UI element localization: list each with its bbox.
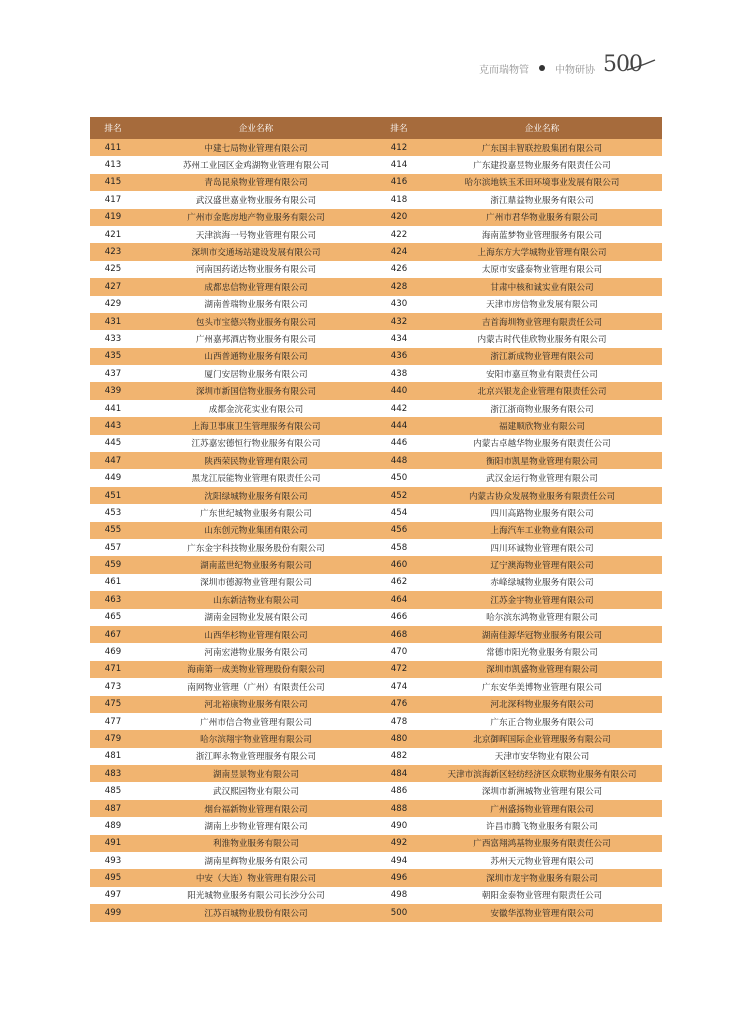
company-cell: 广东安华美博物业管理有限公司 bbox=[422, 678, 662, 695]
table-row bbox=[90, 852, 662, 869]
rank-cell: 480 bbox=[376, 730, 422, 747]
company-cell: 山东新洁物业有限公司 bbox=[136, 591, 376, 608]
rank-cell: 422 bbox=[376, 226, 422, 243]
company-cell: 河北深科物业服务有限公司 bbox=[422, 696, 662, 713]
company-cell: 安徽华泓物业管理有限公司 bbox=[422, 904, 662, 921]
company-cell: 天津市房信物业发展有限公司 bbox=[422, 296, 662, 313]
rank-cell: 429 bbox=[90, 296, 136, 313]
company-cell: 成都金浣花实业有限公司 bbox=[136, 400, 376, 417]
table-row bbox=[90, 887, 662, 904]
rank-cell: 483 bbox=[90, 765, 136, 782]
table-header-row bbox=[90, 117, 662, 139]
rank-cell: 465 bbox=[90, 609, 136, 626]
company-cell: 海南第一成美物业管理股份有限公司 bbox=[136, 661, 376, 678]
company-cell: 赤峰绿城物业服务有限公司 bbox=[422, 574, 662, 591]
rank-cell: 415 bbox=[90, 174, 136, 191]
rank-cell: 458 bbox=[376, 539, 422, 556]
company-cell: 广州市信合物业管理有限公司 bbox=[136, 713, 376, 730]
rank-cell: 425 bbox=[90, 261, 136, 278]
company-cell: 成都忠信物业管理有限公司 bbox=[136, 278, 376, 295]
company-cell: 湖南蓝世纪物业服务有限公司 bbox=[136, 556, 376, 573]
rank-cell: 447 bbox=[90, 452, 136, 469]
rank-cell: 416 bbox=[376, 174, 422, 191]
company-cell: 哈尔滨东鸿物业管理有限公司 bbox=[422, 609, 662, 626]
rank-cell: 442 bbox=[376, 400, 422, 417]
rank-cell: 435 bbox=[90, 348, 136, 365]
rank-cell: 419 bbox=[90, 209, 136, 226]
company-cell: 湖南佳源华冠物业服务有限公司 bbox=[422, 626, 662, 643]
rank-cell: 485 bbox=[90, 782, 136, 799]
company-cell: 南网物业管理（广州）有限责任公司 bbox=[136, 678, 376, 695]
company-cell: 北京兴银龙企业管理有限责任公司 bbox=[422, 382, 662, 399]
table-row bbox=[90, 591, 662, 608]
company-cell: 深圳市新洲城物业管理有限公司 bbox=[422, 782, 662, 799]
company-cell: 黑龙江辰能物业管理有限责任公司 bbox=[136, 469, 376, 486]
table-row bbox=[90, 522, 662, 539]
rank-cell: 455 bbox=[90, 522, 136, 539]
company-cell: 浙江鼎益物业服务有限公司 bbox=[422, 191, 662, 208]
company-cell: 安阳市嘉亘物业有限责任公司 bbox=[422, 365, 662, 382]
company-cell: 吉首海圳物业管理有限责任公司 bbox=[422, 313, 662, 330]
rank-cell: 476 bbox=[376, 696, 422, 713]
rank-cell: 461 bbox=[90, 574, 136, 591]
rank-cell: 424 bbox=[376, 243, 422, 260]
table-row bbox=[90, 748, 662, 765]
separator-dot-icon bbox=[539, 65, 545, 71]
company-cell: 天津市滨海新区轻纺经济区众联物业服务有限公司 bbox=[422, 765, 662, 782]
company-cell: 哈尔滨翔宇物业管理有限公司 bbox=[136, 730, 376, 747]
company-cell: 内蒙古时代佳欣物业服务有限公司 bbox=[422, 330, 662, 347]
company-cell: 深圳市德源物业管理有限公司 bbox=[136, 574, 376, 591]
company-cell: 甘肃中核和诚实业有限公司 bbox=[422, 278, 662, 295]
company-cell: 深圳市新国信物业服务有限公司 bbox=[136, 382, 376, 399]
rank-cell: 440 bbox=[376, 382, 422, 399]
table-row bbox=[90, 574, 662, 591]
company-cell: 山东创元物业集团有限公司 bbox=[136, 522, 376, 539]
company-cell: 衡阳市凯星物业管理有限公司 bbox=[422, 452, 662, 469]
rank-cell: 471 bbox=[90, 661, 136, 678]
rank-cell: 441 bbox=[90, 400, 136, 417]
company-cell: 武汉盛世嘉业物业服务有限公司 bbox=[136, 191, 376, 208]
rank-cell: 411 bbox=[90, 139, 136, 156]
rank-cell: 443 bbox=[90, 417, 136, 434]
rank-cell: 420 bbox=[376, 209, 422, 226]
company-cell: 上海卫事康卫生管理服务有限公司 bbox=[136, 417, 376, 434]
table-row bbox=[90, 156, 662, 173]
company-cell: 广东世纪城物业服务有限公司 bbox=[136, 504, 376, 521]
table-row bbox=[90, 296, 662, 313]
company-cell: 烟台福新物业管理有限公司 bbox=[136, 800, 376, 817]
rank-cell: 486 bbox=[376, 782, 422, 799]
header-company-right: 企业名称 bbox=[422, 117, 662, 139]
rank-cell: 427 bbox=[90, 278, 136, 295]
company-cell: 深圳市龙宇物业服务有限公司 bbox=[422, 869, 662, 886]
rank-cell: 474 bbox=[376, 678, 422, 695]
header-rank-left: 排名 bbox=[90, 117, 136, 139]
rank-cell: 418 bbox=[376, 191, 422, 208]
company-cell: 内蒙古协众发展物业服务有限责任公司 bbox=[422, 487, 662, 504]
company-cell: 上海东方大学城物业管理有限公司 bbox=[422, 243, 662, 260]
rank-cell: 497 bbox=[90, 887, 136, 904]
table-row bbox=[90, 261, 662, 278]
table-row bbox=[90, 313, 662, 330]
rank-cell: 470 bbox=[376, 643, 422, 660]
rank-cell: 460 bbox=[376, 556, 422, 573]
rank-cell: 492 bbox=[376, 835, 422, 852]
rank-cell: 412 bbox=[376, 139, 422, 156]
table-row bbox=[90, 904, 662, 921]
table-row bbox=[90, 504, 662, 521]
rank-cell: 414 bbox=[376, 156, 422, 173]
table-row bbox=[90, 278, 662, 295]
company-cell: 广东正合物业服务有限公司 bbox=[422, 713, 662, 730]
company-cell: 广东建投嘉昱物业服务有限责任公司 bbox=[422, 156, 662, 173]
rank-cell: 421 bbox=[90, 226, 136, 243]
company-cell: 江苏百城物业股份有限公司 bbox=[136, 904, 376, 921]
rank-cell: 477 bbox=[90, 713, 136, 730]
table-row bbox=[90, 609, 662, 626]
rank-cell: 436 bbox=[376, 348, 422, 365]
table-row bbox=[90, 174, 662, 191]
rank-cell: 449 bbox=[90, 469, 136, 486]
table-row bbox=[90, 800, 662, 817]
table-row bbox=[90, 417, 662, 434]
company-cell: 湖南普瑞物业服务有限公司 bbox=[136, 296, 376, 313]
company-cell: 江苏嘉宏德恒行物业服务有限公司 bbox=[136, 435, 376, 452]
company-cell: 广州市君华物业服务有限公司 bbox=[422, 209, 662, 226]
table-row bbox=[90, 330, 662, 347]
rank-cell: 456 bbox=[376, 522, 422, 539]
rank-cell: 489 bbox=[90, 817, 136, 834]
rank-cell: 488 bbox=[376, 800, 422, 817]
company-cell: 广西富翔鸿基物业服务有限责任公司 bbox=[422, 835, 662, 852]
company-cell: 河南国药诺达物业服务有限公司 bbox=[136, 261, 376, 278]
company-cell: 天津市安华物业有限公司 bbox=[422, 748, 662, 765]
company-cell: 上海汽车工业物业有限公司 bbox=[422, 522, 662, 539]
rank-cell: 499 bbox=[90, 904, 136, 921]
header-right-text: 中物研协 bbox=[555, 64, 595, 76]
company-cell: 武汉金运行物业管理有限公司 bbox=[422, 469, 662, 486]
rank-cell: 496 bbox=[376, 869, 422, 886]
company-cell: 湖南星辉物业服务有限公司 bbox=[136, 852, 376, 869]
rank-cell: 472 bbox=[376, 661, 422, 678]
company-cell: 湖南昱景物业有限公司 bbox=[136, 765, 376, 782]
logo bbox=[603, 50, 657, 80]
table-row bbox=[90, 661, 662, 678]
table-row bbox=[90, 469, 662, 486]
rank-cell: 482 bbox=[376, 748, 422, 765]
rank-cell: 500 bbox=[376, 904, 422, 921]
table-row bbox=[90, 539, 662, 556]
header-left-text: 克而瑞物管 bbox=[479, 64, 529, 76]
rank-cell: 430 bbox=[376, 296, 422, 313]
company-cell: 陕西荣民物业管理有限公司 bbox=[136, 452, 376, 469]
table-row bbox=[90, 382, 662, 399]
rank-cell: 451 bbox=[90, 487, 136, 504]
rank-cell: 459 bbox=[90, 556, 136, 573]
company-cell: 包头市宝德兴物业服务有限公司 bbox=[136, 313, 376, 330]
table-row bbox=[90, 400, 662, 417]
table-row bbox=[90, 191, 662, 208]
rank-cell: 468 bbox=[376, 626, 422, 643]
table-row bbox=[90, 435, 662, 452]
company-cell: 利淮物业服务有限公司 bbox=[136, 835, 376, 852]
company-cell: 天津滨海一号物业管理有限公司 bbox=[136, 226, 376, 243]
table-row bbox=[90, 835, 662, 852]
rank-cell: 479 bbox=[90, 730, 136, 747]
company-cell: 沈阳绿城物业服务有限公司 bbox=[136, 487, 376, 504]
rank-cell: 438 bbox=[376, 365, 422, 382]
company-cell: 苏州天元物业管理有限公司 bbox=[422, 852, 662, 869]
rank-cell: 445 bbox=[90, 435, 136, 452]
rank-cell: 432 bbox=[376, 313, 422, 330]
company-cell: 湖南上步物业管理有限公司 bbox=[136, 817, 376, 834]
company-cell: 朝阳金泰物业管理有限责任公司 bbox=[422, 887, 662, 904]
company-cell: 广州嘉邦酒店物业服务有限公司 bbox=[136, 330, 376, 347]
rank-cell: 464 bbox=[376, 591, 422, 608]
rank-cell: 494 bbox=[376, 852, 422, 869]
rank-cell: 431 bbox=[90, 313, 136, 330]
table-row bbox=[90, 487, 662, 504]
rank-cell: 466 bbox=[376, 609, 422, 626]
company-cell: 武汉熙园物业有限公司 bbox=[136, 782, 376, 799]
company-cell: 江苏金宇物业管理有限公司 bbox=[422, 591, 662, 608]
company-cell: 哈尔滨地铁玉禾田环境事业发展有限公司 bbox=[422, 174, 662, 191]
rank-cell: 446 bbox=[376, 435, 422, 452]
ranking-table bbox=[90, 117, 662, 922]
table-row bbox=[90, 869, 662, 886]
company-cell: 河南宏港物业服务有限公司 bbox=[136, 643, 376, 660]
rank-cell: 428 bbox=[376, 278, 422, 295]
rank-cell: 423 bbox=[90, 243, 136, 260]
table-row bbox=[90, 678, 662, 695]
rank-cell: 484 bbox=[376, 765, 422, 782]
rank-cell: 469 bbox=[90, 643, 136, 660]
table-row bbox=[90, 348, 662, 365]
company-cell: 山西普通物业服务有限公司 bbox=[136, 348, 376, 365]
company-cell: 辽宁澳海物业管理有限公司 bbox=[422, 556, 662, 573]
table-row bbox=[90, 626, 662, 643]
company-cell: 中安（大连）物业管理有限公司 bbox=[136, 869, 376, 886]
rank-cell: 491 bbox=[90, 835, 136, 852]
rank-cell: 453 bbox=[90, 504, 136, 521]
rank-cell: 463 bbox=[90, 591, 136, 608]
logo-text: 500 bbox=[603, 52, 642, 77]
company-cell: 福建顺欣物业有限公司 bbox=[422, 417, 662, 434]
table-row bbox=[90, 209, 662, 226]
rank-cell: 495 bbox=[90, 869, 136, 886]
rank-cell: 475 bbox=[90, 696, 136, 713]
table-row bbox=[90, 765, 662, 782]
rank-cell: 478 bbox=[376, 713, 422, 730]
rank-cell: 493 bbox=[90, 852, 136, 869]
table-row bbox=[90, 139, 662, 156]
company-cell: 山西华杉物业管理有限公司 bbox=[136, 626, 376, 643]
rank-cell: 413 bbox=[90, 156, 136, 173]
company-cell: 太原市安盛泰物业管理有限公司 bbox=[422, 261, 662, 278]
rank-cell: 437 bbox=[90, 365, 136, 382]
rank-cell: 462 bbox=[376, 574, 422, 591]
table-row bbox=[90, 243, 662, 260]
company-cell: 浙江浙商物业服务有限公司 bbox=[422, 400, 662, 417]
company-cell: 河北裕康物业服务有限公司 bbox=[136, 696, 376, 713]
company-cell: 许昌市腾飞物业服务有限公司 bbox=[422, 817, 662, 834]
rank-cell: 417 bbox=[90, 191, 136, 208]
rank-cell: 452 bbox=[376, 487, 422, 504]
company-cell: 广东金宇科技物业服务股份有限公司 bbox=[136, 539, 376, 556]
rank-cell: 467 bbox=[90, 626, 136, 643]
rank-cell: 426 bbox=[376, 261, 422, 278]
company-cell: 内蒙古卓越华物业服务有限责任公司 bbox=[422, 435, 662, 452]
header-company-left: 企业名称 bbox=[136, 117, 376, 139]
table-row bbox=[90, 556, 662, 573]
table-row bbox=[90, 365, 662, 382]
company-cell: 阳光城物业服务有限公司长沙分公司 bbox=[136, 887, 376, 904]
company-cell: 广州市金匙房地产物业服务有限公司 bbox=[136, 209, 376, 226]
header-rank-right: 排名 bbox=[376, 117, 422, 139]
rank-cell: 439 bbox=[90, 382, 136, 399]
rank-cell: 498 bbox=[376, 887, 422, 904]
table-row bbox=[90, 817, 662, 834]
rank-cell: 473 bbox=[90, 678, 136, 695]
company-cell: 湖南金园物业发展有限公司 bbox=[136, 609, 376, 626]
company-cell: 中建七局物业管理有限公司 bbox=[136, 139, 376, 156]
rank-cell: 448 bbox=[376, 452, 422, 469]
company-cell: 浙江晖永物业管理服务有限公司 bbox=[136, 748, 376, 765]
rank-cell: 481 bbox=[90, 748, 136, 765]
table-row bbox=[90, 452, 662, 469]
rank-cell: 457 bbox=[90, 539, 136, 556]
table-row bbox=[90, 696, 662, 713]
table-row bbox=[90, 643, 662, 660]
company-cell: 四川高路物业服务有限公司 bbox=[422, 504, 662, 521]
company-cell: 北京御晖国际企业管理服务有限公司 bbox=[422, 730, 662, 747]
company-cell: 青岛昆泉物业管理有限公司 bbox=[136, 174, 376, 191]
company-cell: 浙江新成物业管理有限公司 bbox=[422, 348, 662, 365]
company-cell: 广州盛扬物业管理有限公司 bbox=[422, 800, 662, 817]
table-row bbox=[90, 782, 662, 799]
table-row bbox=[90, 226, 662, 243]
company-cell: 苏州工业园区金鸡湖物业管理有限公司 bbox=[136, 156, 376, 173]
rank-cell: 434 bbox=[376, 330, 422, 347]
company-cell: 厦门安居物业服务有限公司 bbox=[136, 365, 376, 382]
rank-cell: 433 bbox=[90, 330, 136, 347]
company-cell: 常德市阳光物业服务有限公司 bbox=[422, 643, 662, 660]
rank-cell: 490 bbox=[376, 817, 422, 834]
company-cell: 深圳市交通场站建设发展有限公司 bbox=[136, 243, 376, 260]
company-cell: 四川环诚物业管理有限公司 bbox=[422, 539, 662, 556]
rank-cell: 487 bbox=[90, 800, 136, 817]
company-cell: 广东国丰智联控股集团有限公司 bbox=[422, 139, 662, 156]
company-cell: 海南蓝梦物业管理服务有限公司 bbox=[422, 226, 662, 243]
logo-swoosh-icon bbox=[603, 50, 657, 80]
company-cell: 深圳市凯盛物业管理有限公司 bbox=[422, 661, 662, 678]
rank-cell: 444 bbox=[376, 417, 422, 434]
rank-cell: 450 bbox=[376, 469, 422, 486]
rank-cell: 454 bbox=[376, 504, 422, 521]
table-row bbox=[90, 713, 662, 730]
table-row bbox=[90, 730, 662, 747]
